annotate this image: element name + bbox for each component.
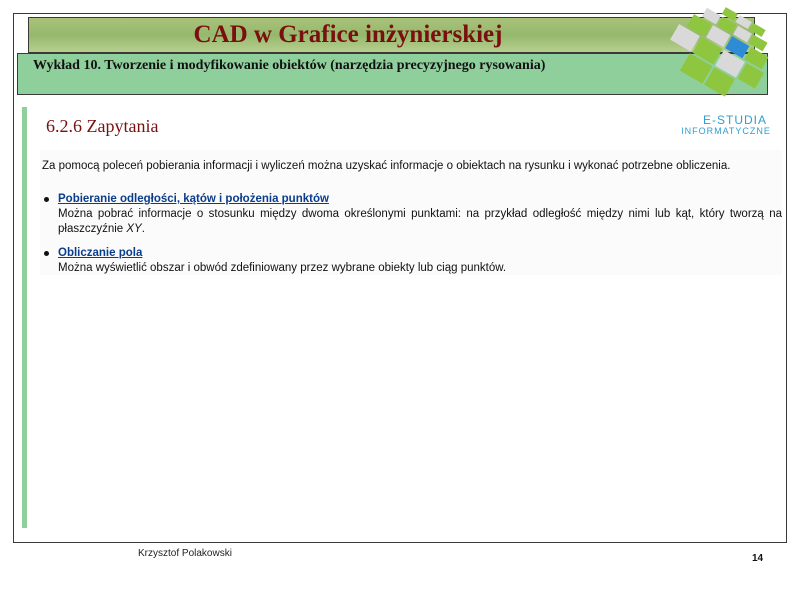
left-accent-bar	[22, 107, 27, 528]
page-number: 14	[752, 553, 764, 564]
lecture-subtitle: Wykład 10. Tworzenie i modyfikowanie obiektów (narzędzia precyzyjnego rysowania)	[33, 58, 546, 73]
logo-text-primary: E-STUDIA	[702, 113, 767, 127]
bullet-icon	[44, 197, 49, 202]
bullet-icon	[44, 251, 49, 256]
item-description-text: Można pobrać informacje o stosunku między dwoma określonymi punktami: na przykład odległość między nimi lub kąt, który tworzą na płaszczyźnie	[58, 208, 782, 235]
topic-list	[42, 192, 782, 285]
link-distance-angles-points[interactable]: Pobieranie odległości, kątów i położenia punktów	[58, 193, 329, 205]
item-description-emphasis: XY	[126, 223, 142, 235]
intro-paragraph: Za pomocą poleceń pobierania informacji i wyliczeń można uzyskać informacje o obiektach na rysunku i wykonać potrzebne obliczenia.	[42, 160, 731, 172]
footer-author: Krzysztof Polakowski	[138, 548, 232, 559]
item-description	[58, 207, 782, 237]
list-item	[42, 246, 782, 276]
list-item	[42, 192, 782, 237]
item-description-tail: .	[141, 223, 145, 235]
link-area-calculation[interactable]: Obliczanie pola	[58, 247, 143, 259]
logo-text-secondary: INFORMATYCZNE	[681, 126, 771, 136]
logo-tile	[750, 23, 766, 37]
section-heading: 6.2.6 Zapytania	[46, 116, 159, 136]
item-description: Można wyświetlić obszar i obwód zdefiniowany przez wybrane obiekty lub ciąg punktów.	[58, 262, 507, 274]
page-title: CAD w Grafice inżynierskiej	[193, 21, 503, 48]
